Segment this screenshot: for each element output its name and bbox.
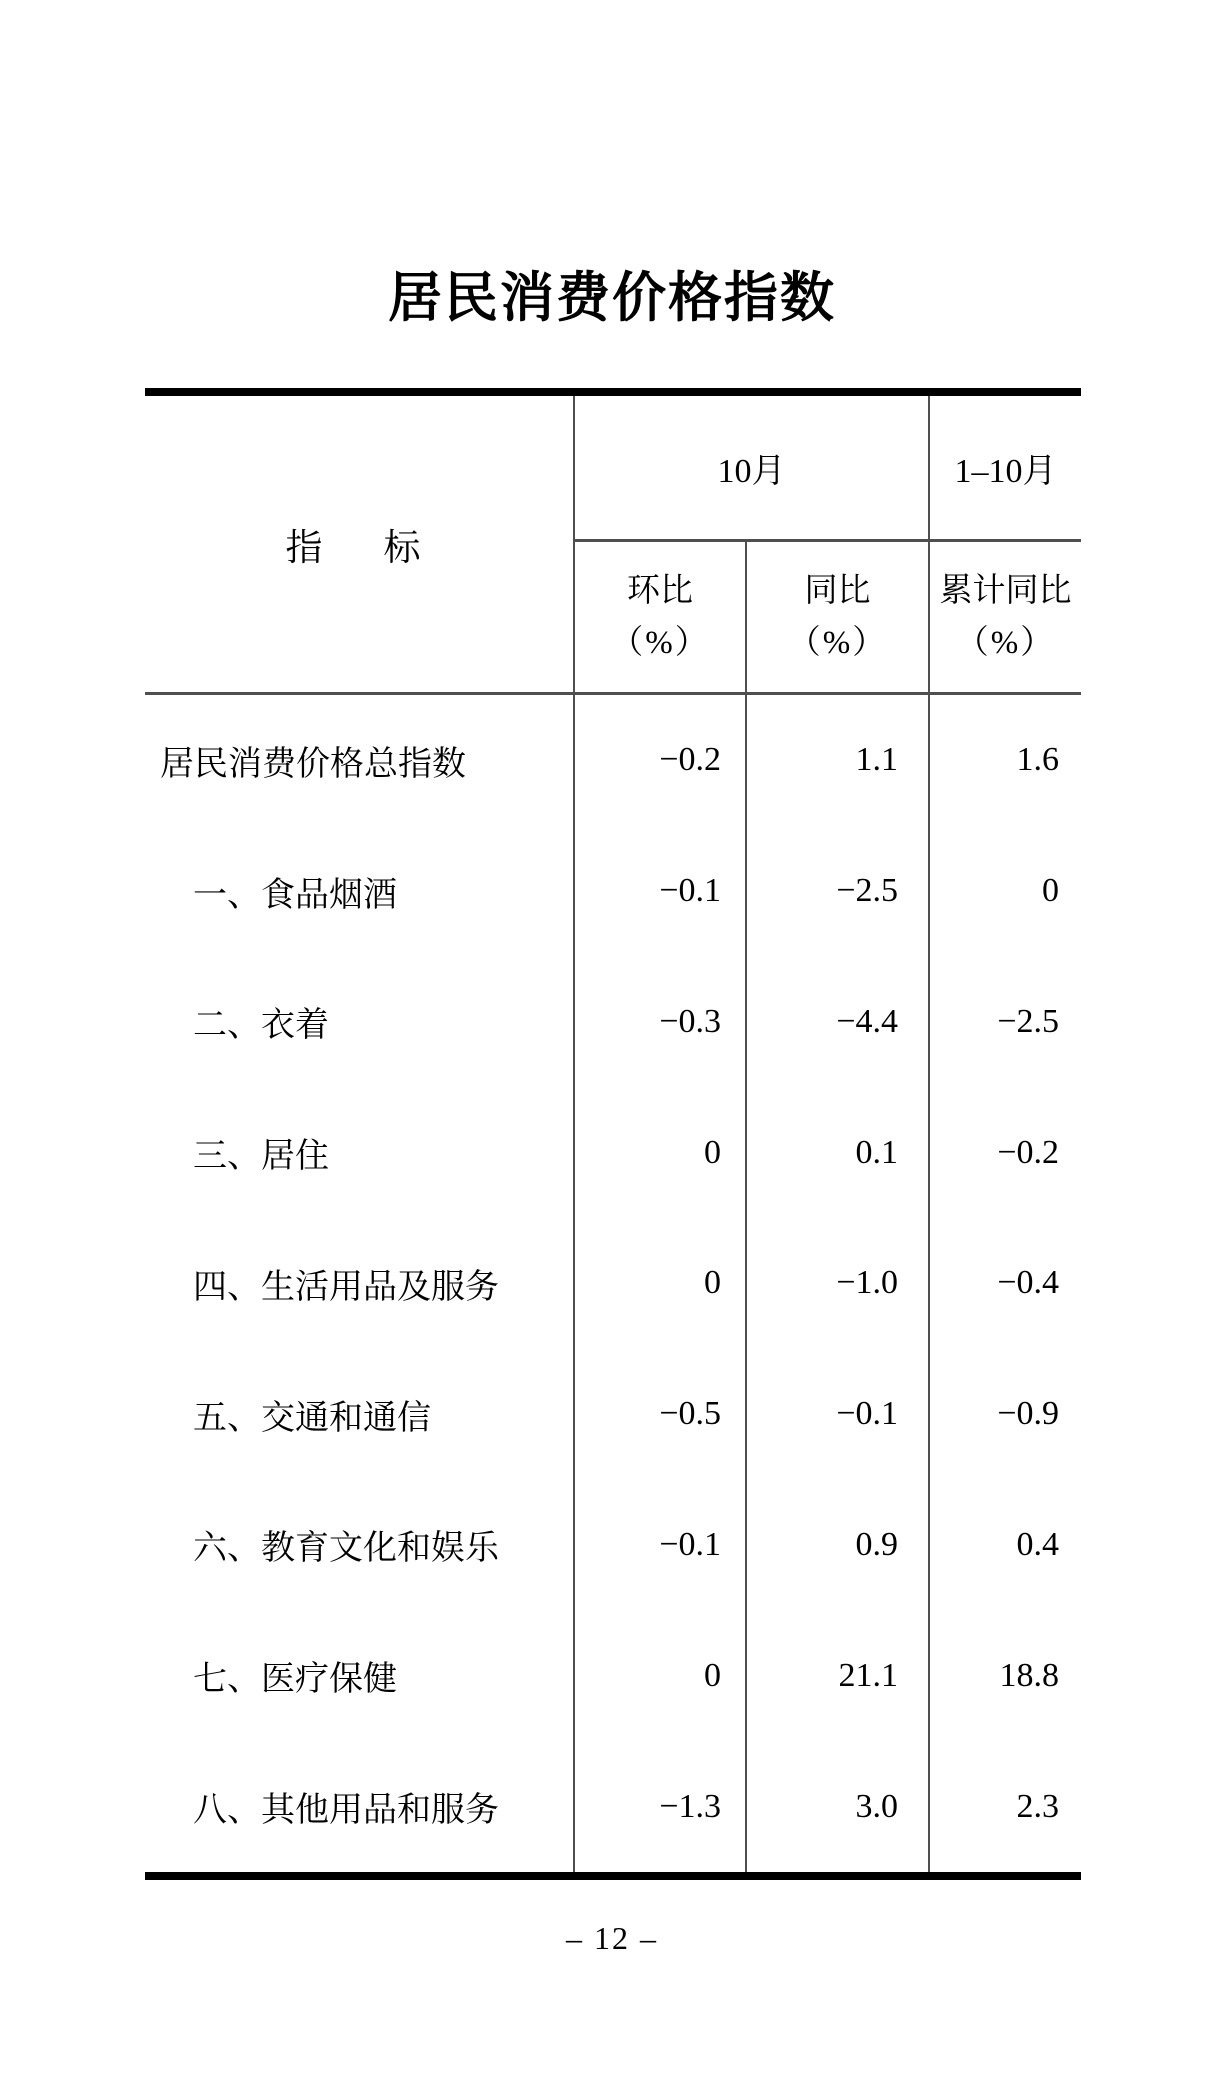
value-yoy: −0.1 xyxy=(745,1349,928,1480)
header-mom-unit: （%） xyxy=(610,625,710,661)
value-yoy: 21.1 xyxy=(745,1610,928,1741)
value-mom: 0 xyxy=(573,1087,745,1218)
row-label: 二、衣着 xyxy=(193,1007,329,1045)
value-mom: −0.1 xyxy=(573,826,745,957)
value-cum-yoy: 18.8 xyxy=(928,1610,1081,1741)
page-number: – 12 – xyxy=(566,1920,658,1956)
value-yoy: 3.0 xyxy=(745,1741,928,1872)
value-mom: −0.3 xyxy=(573,957,745,1088)
value-cum-yoy: −0.2 xyxy=(928,1087,1081,1218)
value-cum-yoy: 2.3 xyxy=(928,1741,1081,1872)
header-jan-oct-cell xyxy=(928,396,1081,542)
value-cum-yoy: 0.4 xyxy=(928,1480,1081,1611)
row-label: 四、生活用品及服务 xyxy=(193,1268,499,1306)
value-mom: −0.1 xyxy=(573,1480,745,1611)
header-indicator-cell xyxy=(145,396,573,695)
value-yoy: 1.1 xyxy=(745,695,928,826)
row-label: 六、教育文化和娱乐 xyxy=(193,1530,499,1568)
header-jan-oct-label: 1–10月 xyxy=(954,453,1057,490)
row-label: 五、交通和通信 xyxy=(193,1399,431,1437)
value-yoy: −4.4 xyxy=(745,957,928,1088)
header-cum-yoy-cell xyxy=(928,542,1081,695)
value-cum-yoy: −0.9 xyxy=(928,1349,1081,1480)
row-label: 居民消费价格总指数 xyxy=(160,745,466,783)
value-yoy: 0.9 xyxy=(745,1480,928,1611)
value-mom: −0.2 xyxy=(573,695,745,826)
row-label: 三、居住 xyxy=(193,1138,329,1176)
value-mom: −1.3 xyxy=(573,1741,745,1872)
value-mom: −0.5 xyxy=(573,1349,745,1480)
header-mom-cell xyxy=(573,542,745,695)
row-label: 八、其他用品和服务 xyxy=(193,1792,499,1829)
row-label: 七、医疗保健 xyxy=(193,1661,397,1699)
value-cum-yoy: −0.4 xyxy=(928,1218,1081,1349)
header-yoy-label: 同比 xyxy=(804,573,871,609)
row-label: 一、食品烟酒 xyxy=(193,876,397,914)
cpi-table xyxy=(145,388,1081,1880)
value-cum-yoy: −2.5 xyxy=(928,957,1081,1088)
value-yoy: 0.1 xyxy=(745,1087,928,1218)
value-cum-yoy: 1.6 xyxy=(928,695,1081,826)
page-title: 居民消费价格指数 xyxy=(388,268,836,328)
value-yoy: −2.5 xyxy=(745,826,928,957)
header-indicator-label: 指 标 xyxy=(285,528,433,569)
value-cum-yoy: 0 xyxy=(928,826,1081,957)
value-mom: 0 xyxy=(573,1610,745,1741)
header-cum-yoy-unit: （%） xyxy=(955,625,1056,661)
header-yoy-unit: （%） xyxy=(787,625,888,661)
header-mom-label: 环比 xyxy=(627,573,693,609)
header-yoy-cell xyxy=(745,542,928,695)
header-october-cell xyxy=(573,396,928,542)
header-cum-yoy-label: 累计同比 xyxy=(939,573,1072,609)
value-mom: 0 xyxy=(573,1218,745,1349)
header-october-label: 10月 xyxy=(717,453,786,490)
value-yoy: −1.0 xyxy=(745,1218,928,1349)
